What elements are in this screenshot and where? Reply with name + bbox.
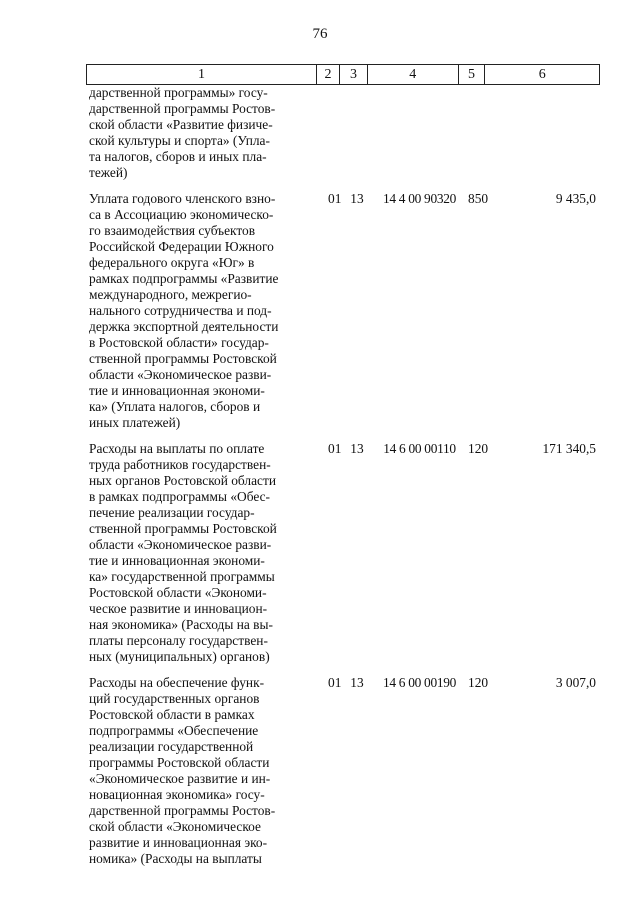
column-header-6: 6 [484,65,599,84]
row-description: дарственной программы» госу- дарственной программы Ростов- ской области «Развитие физиче- ской культуры и спорта» (Упла- та налогов, сборов и иных пла- тежей) [89,85,276,180]
subsection-code: 13 [350,191,364,206]
section-code [316,85,339,181]
table-row [86,85,600,181]
expense-type-code: 120 [468,441,489,456]
subsection-code: 13 [350,675,364,690]
amount: 9 435,0 [555,191,596,206]
table-row [86,191,600,431]
amount: 171 340,5 [542,441,596,456]
amount: 3 007,0 [555,675,596,690]
column-header-2: 2 [316,65,339,84]
subsection-code [339,85,367,181]
target-article-code [367,85,458,181]
target-article-code: 14 6 00 00190 [382,675,457,690]
table-row [86,675,600,867]
subsection-code: 13 [350,441,364,456]
amount [485,85,600,181]
page-number: 76 [312,26,328,42]
expense-type-code: 120 [468,675,489,690]
row-description: Расходы на обеспечение функ- ций государственных органов Ростовской области в рамках подпрограммы «Обеспечение реализации государственной программы Ростовской области «Экономическое развитие и ин- новационная экономика» госу- дарственной программы Ростов- ской области «Экономическое развитие и инновационная эко- номика» (Расходы на выплаты [89,675,276,866]
table-row [86,441,600,665]
section-code: 01 [328,191,342,206]
budget-table [86,64,600,867]
expense-type-code [458,85,485,181]
column-header-5: 5 [458,65,485,84]
target-article-code: 14 6 00 00110 [383,441,456,456]
table-header-row [86,64,600,85]
row-description: Расходы на выплаты по оплате труда работников государствен- ных органов Ростовской области в рамках подпрограммы «Обес- печение реализации государ- ственной программы Ростовской области «Экономическое разви- тие и инновационная экономи- ка» государственной программы Ростовской области «Экономи- ческое развитие и инновацион- ная экономика» (Расходы на вы- платы персоналу государствен- ных (муниципальных) органов) [89,441,277,664]
expense-type-code: 850 [468,191,489,206]
section-code: 01 [328,675,342,690]
column-header-1: 1 [198,67,206,82]
target-article-code: 14 4 00 90320 [382,191,457,206]
column-header-4: 4 [367,65,458,84]
row-description: Уплата годового членского взно- са в Ассоциацию экономическо- го взаимодействия субъектов Российской Федерации Южного федерального округа «Юг» в рамках подпрограммы «Развитие международного, межрегио- нального сотрудничества и под- держка экспортной деятельности в Ростовской области» государ- ственной программы Ростовской области «Экономическое разви- тие и инновационная экономи- ка» (Уплата налогов, сборов и иных платежей) [89,191,279,430]
section-code: 01 [328,441,342,456]
column-header-3: 3 [339,65,367,84]
